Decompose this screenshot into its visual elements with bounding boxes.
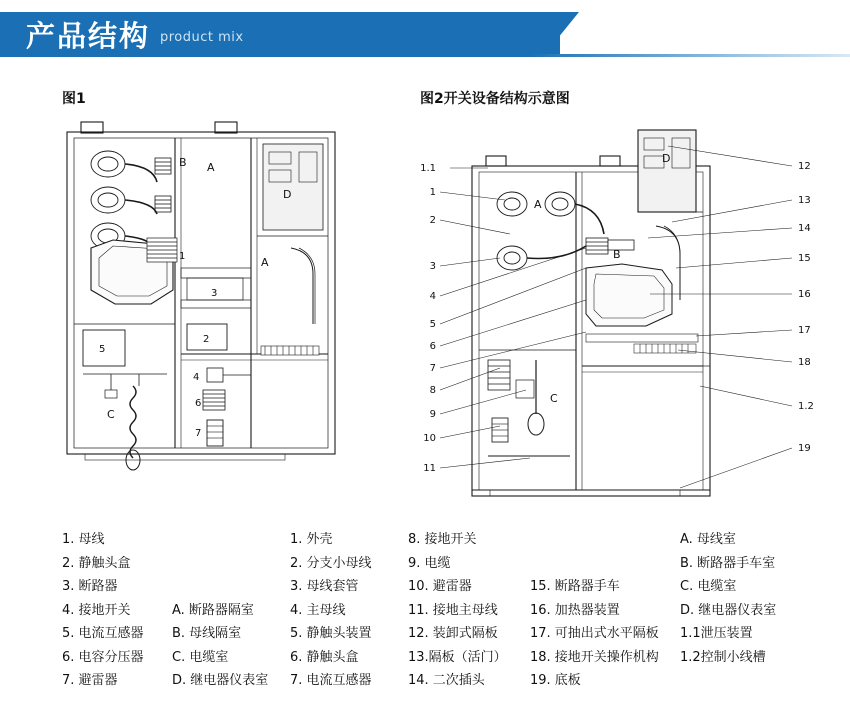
legend-item: 13.隔板（活门） [408,649,507,665]
legend-item: 15. 断路器手车 [530,579,620,594]
fig1-label-7: 7 [195,428,202,439]
legend-item: 1. 外壳 [290,532,333,547]
legend-item: 3. 断路器 [62,579,118,594]
legend-item: 6. 静触头盒 [290,649,359,665]
legend-item: D. 继电器仪表室 [172,673,269,688]
legend-item: 1.2控制小线槽 [680,649,766,665]
legend-item: 9. 电缆 [408,555,451,571]
fig1-label-B: B [179,156,187,169]
fig2-label-A: A [534,198,542,211]
legend-item: B. 断路器手车室 [680,555,776,571]
legend-item [530,528,659,552]
fig2-label-15: 15 [798,253,811,264]
fig2-label-11: 11 [423,463,436,474]
legend-column-fig2-numbers-3 [530,528,659,693]
legend-item: B. 母线隔室 [172,626,242,641]
fig2-label-3: 3 [429,261,436,272]
fig2-label-12: 12 [798,161,811,172]
fig2-label-18: 18 [798,357,811,368]
fig2-label-19: 19 [798,443,811,454]
fig2-label-17: 17 [798,325,811,336]
fig2-label-B: B [613,248,621,261]
legend-item: 5. 静触头装置 [290,626,372,641]
legend-column-fig2-numbers-2 [408,528,507,693]
legend-item: 12. 装卸式隔板 [408,626,498,641]
page-header [0,0,850,62]
legend-item: 5. 电流互感器 [62,626,144,641]
fig1-label-A2: A [261,256,269,269]
fig1-label-4: 4 [193,372,200,383]
fig2-label-2: 2 [429,215,436,226]
fig2-label-1-1: 1.1 [420,163,436,174]
legend-item: 2. 静触头盒 [62,555,131,571]
fig2-label-8: 8 [429,385,436,396]
page-subtitle: product mix [160,30,244,45]
fig1-label-A: A [207,161,215,174]
page-title: 产品结构 [26,19,151,53]
legend-block [0,528,850,728]
fig1-label-2: 2 [203,334,210,345]
fig2-label-1-2: 1.2 [798,401,814,412]
legend-item: 17. 可抽出式水平隔板 [530,626,659,641]
fig1-label-1: 1 [179,251,186,262]
fig2-label-1: 1 [429,187,436,198]
legend-item: 6. 电容分压器 [62,649,144,665]
legend-item: 14. 二次插头 [408,673,485,688]
legend-item: C. 电缆室 [172,649,229,665]
figure-2-caption: 图2开关设备结构示意图 [420,91,570,107]
fig2-label-10: 10 [423,433,436,444]
fig2-label-14: 14 [798,223,811,234]
legend-column-fig2-letters [680,528,776,693]
fig2-label-5: 5 [429,319,436,330]
legend-item: 16. 加热器装置 [530,602,620,618]
legend-item: A. 母线室 [680,532,736,547]
legend-item [172,575,268,599]
legend-item: D. 继电器仪表室 [680,602,777,618]
legend-item: 11. 接地主母线 [408,602,498,618]
fig1-label-3: 3 [211,288,218,299]
fig2-label-C: C [550,392,558,405]
legend-item [172,552,268,576]
fig2-label-13: 13 [798,195,811,206]
fig1-label-C: C [107,408,115,421]
legend-item: 4. 接地开关 [62,602,131,618]
legend-item: 10. 避雷器 [408,579,472,594]
legend-item [172,528,268,552]
legend-item: C. 电缆室 [680,579,737,594]
fig2-label-6: 6 [429,341,436,352]
legend-item: 19. 底板 [530,673,581,688]
fig1-label-5: 5 [99,344,106,355]
legend-item: 7. 电流互感器 [290,673,372,688]
legend-item: 3. 母线套管 [290,579,359,594]
legend-column-fig2-numbers-1 [290,528,372,693]
fig1-label-6: 6 [195,398,202,409]
legend-item: A. 断路器隔室 [172,602,254,618]
legend-item: 2. 分支小母线 [290,555,372,571]
figure-2-drawing [410,118,830,508]
legend-item [680,669,776,693]
legend-item [530,552,659,576]
fig2-label-16: 16 [798,289,811,300]
fig2-label-4: 4 [429,291,436,302]
legend-item: 1.1泄压装置 [680,626,753,641]
legend-item: 8. 接地开关 [408,532,477,547]
legend-item: 18. 接地开关操作机构 [530,649,659,665]
fig1-label-D: D [283,188,292,201]
legend-item: 1. 母线 [62,532,105,547]
legend-item: 4. 主母线 [290,602,346,618]
legend-item: 7. 避雷器 [62,673,118,688]
fig2-label-9: 9 [429,409,436,420]
legend-column-fig1-numbers [62,528,144,693]
figure-1-drawing [55,118,375,508]
fig2-label-7: 7 [429,363,436,374]
legend-column-fig1-letters [172,528,268,693]
fig2-label-D: D [662,152,671,165]
header-banner-skew [545,12,579,54]
figure-1-caption: 图1 [62,91,86,107]
